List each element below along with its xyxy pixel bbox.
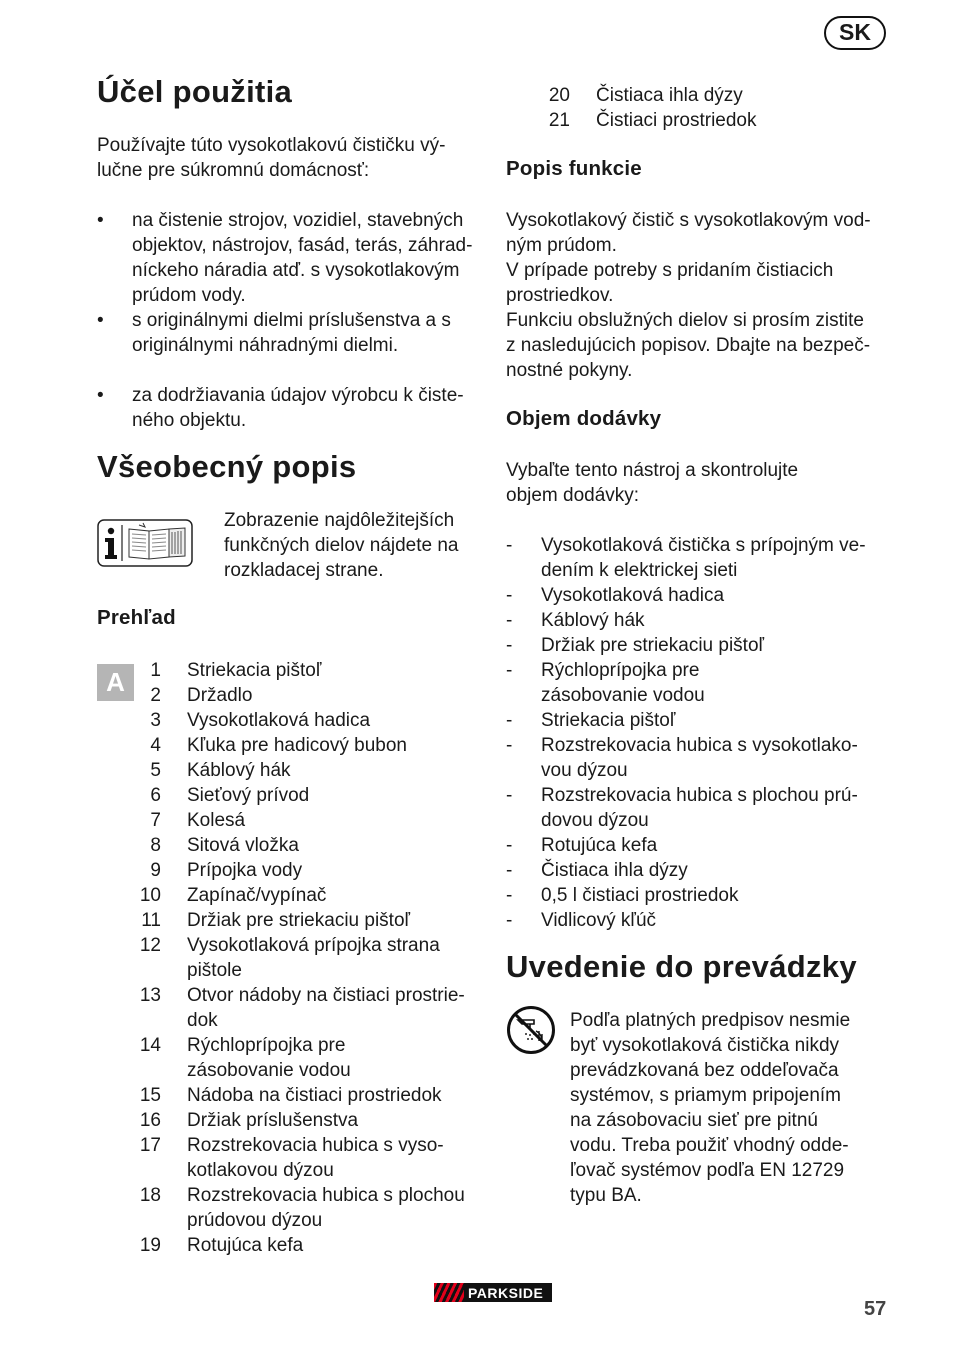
dash-marker: - xyxy=(506,660,513,681)
item-label: Nádoba na čistiaci prostriedok xyxy=(187,1085,442,1106)
function-text xyxy=(506,208,871,383)
item-label: Otvor nádoby na čistiaci prostrie- xyxy=(187,985,465,1006)
no-drinking-water-connection-icon xyxy=(506,1005,556,1055)
item-number: 17 xyxy=(139,1135,161,1156)
bullet-marker: • xyxy=(97,310,104,331)
list-item xyxy=(506,658,866,708)
text-line: systémov, s priamym pripojením xyxy=(570,1085,841,1106)
item-label: Káblový hák xyxy=(187,760,291,781)
item-label: Sieťový prívod xyxy=(187,785,310,806)
item-label: Rozstrekovacia hubica s plochou xyxy=(187,1185,465,1206)
list-item xyxy=(506,708,866,733)
item-label: zásobovanie vodou xyxy=(541,685,705,706)
list-item xyxy=(137,858,465,883)
item-label: Rozstrekovacia hubica s plochou prú- xyxy=(541,785,858,806)
item-label: Čistiaca ihla dýzy xyxy=(596,85,743,106)
item-number: 13 xyxy=(139,985,161,1006)
startup-warning-text xyxy=(570,1008,850,1208)
language-badge: SK xyxy=(824,16,886,50)
text-line: objem dodávky: xyxy=(506,485,640,506)
item-label: Kľuka pre hadicový bubon xyxy=(187,735,407,756)
dash-marker: - xyxy=(506,910,513,931)
item-label: Čistiaca ihla dýzy xyxy=(541,860,688,881)
text-line: prúdom vody. xyxy=(132,285,246,306)
bullet-marker: • xyxy=(97,210,104,231)
item-label: zásobovanie vodou xyxy=(187,1060,351,1081)
text-line: ľovač systémov podľa EN 12729 xyxy=(570,1160,845,1181)
item-number: 20 xyxy=(548,85,570,106)
text-line: lučne pre súkromnú domácnosť: xyxy=(97,160,370,181)
text-line: byť vysokotlaková čistička nikdy xyxy=(570,1035,840,1056)
item-number: 21 xyxy=(548,110,570,131)
parts-list-continued xyxy=(546,83,757,133)
item-label: Vysokotlaková hadica xyxy=(541,585,725,606)
item-number: 7 xyxy=(150,810,161,831)
item-number: 2 xyxy=(150,685,161,706)
dash-marker: - xyxy=(506,835,513,856)
item-label: Striekacia pištoľ xyxy=(187,660,322,681)
item-number: 3 xyxy=(150,710,161,731)
item-label: dovou dýzou xyxy=(541,810,649,831)
item-number: 12 xyxy=(139,935,161,956)
item-label: Rozstrekovacia hubica s vysokotlako- xyxy=(541,735,858,756)
text-line: funkčných dielov nájdete na xyxy=(224,535,459,556)
item-number: 18 xyxy=(139,1185,161,1206)
list-item xyxy=(137,883,465,908)
list-item xyxy=(137,783,465,808)
dash-marker: - xyxy=(506,785,513,806)
list-item xyxy=(506,883,866,908)
item-label: kotlakovou dýzou xyxy=(187,1160,334,1181)
item-label: Káblový hák xyxy=(541,610,645,631)
list-item xyxy=(137,1083,465,1108)
text-line: na čistenie strojov, vozidiel, stavebných xyxy=(132,210,464,231)
purpose-intro xyxy=(97,133,445,183)
list-item xyxy=(137,1183,465,1233)
text-line: ným prúdom. xyxy=(506,235,617,256)
text-line: za dodržiavania údajov výrobcu k čiste- xyxy=(132,385,464,406)
bullet-marker: • xyxy=(97,385,104,406)
item-label: dok xyxy=(187,1010,218,1031)
item-label: pištole xyxy=(187,960,242,981)
item-number: 6 xyxy=(150,785,161,806)
list-item xyxy=(97,208,472,308)
text-line: Vybaľte tento nástroj a skontrolujte xyxy=(506,460,799,481)
section-label-a: A xyxy=(97,664,134,701)
purpose-title: Účel použitia xyxy=(97,74,293,109)
item-label: Rýchloprípojka pre xyxy=(541,660,700,681)
list-item xyxy=(137,708,465,733)
dash-marker: - xyxy=(506,535,513,556)
item-label: Čistiaci prostriedok xyxy=(596,110,757,131)
item-label: Rotujúca kefa xyxy=(541,835,658,856)
item-label: Striekacia pištoľ xyxy=(541,710,676,731)
text-line: prevádzkovaná bez oddeľovača xyxy=(570,1060,839,1081)
item-label: Vidlicový kľúč xyxy=(541,910,657,931)
item-number: 9 xyxy=(150,860,161,881)
text-line: na zásobovaciu sieť pre pitnú xyxy=(570,1110,818,1131)
text-line: typu BA. xyxy=(570,1185,642,1206)
list-item xyxy=(97,308,472,358)
list-item xyxy=(137,733,465,758)
item-label: Držadlo xyxy=(187,685,253,706)
text-line: Podľa platných predpisov nesmie xyxy=(570,1010,851,1031)
item-label: vou dýzou xyxy=(541,760,628,781)
item-number: 8 xyxy=(150,835,161,856)
list-item xyxy=(137,908,465,933)
list-item xyxy=(137,1033,465,1083)
function-heading: Popis funkcie xyxy=(506,157,642,180)
parkside-logo xyxy=(434,1283,552,1302)
list-item xyxy=(137,1108,465,1133)
list-item xyxy=(137,1233,465,1258)
item-label: dením k elektrickej sieti xyxy=(541,560,738,581)
purpose-bullets xyxy=(97,208,472,433)
text-line: Používajte túto vysokotlakovú čističku vý- xyxy=(97,135,446,156)
item-number: 4 xyxy=(150,735,161,756)
item-label: Prípojka vody xyxy=(187,860,303,881)
item-label: Sitová vložka xyxy=(187,835,299,856)
item-label: Držiak príslušenstva xyxy=(187,1110,359,1131)
text-line: Funkciu obslužných dielov si prosím zistite xyxy=(506,310,864,331)
dash-marker: - xyxy=(506,610,513,631)
list-item xyxy=(137,933,465,983)
startup-title: Uvedenie do prevádzky xyxy=(506,949,857,984)
info-text xyxy=(224,508,459,583)
dash-marker: - xyxy=(506,860,513,881)
text-line: z nasledujúcich popisov. Dbajte na bezpeč- xyxy=(506,335,871,356)
item-label: Držiak pre striekaciu pištoľ xyxy=(541,635,765,656)
item-number: 15 xyxy=(139,1085,161,1106)
info-manual-icon xyxy=(97,519,193,567)
list-item xyxy=(137,658,465,683)
item-label: Vysokotlaková hadica xyxy=(187,710,371,731)
list-item xyxy=(506,858,866,883)
list-item xyxy=(137,683,465,708)
text-line: vodu. Treba použiť vhodný odde- xyxy=(570,1135,849,1156)
list-item xyxy=(506,908,866,933)
list-item xyxy=(506,733,866,783)
item-number: 5 xyxy=(150,760,161,781)
text-line: objektov, nástrojov, fasád, terás, záhrad- xyxy=(132,235,473,256)
item-number: 11 xyxy=(141,910,161,931)
list-item xyxy=(137,833,465,858)
list-item xyxy=(137,808,465,833)
item-label: Rozstrekovacia hubica s vyso- xyxy=(187,1135,444,1156)
item-label: Kolesá xyxy=(187,810,246,831)
item-number: 19 xyxy=(139,1235,161,1256)
list-item xyxy=(137,758,465,783)
delivery-list xyxy=(506,533,866,933)
general-title: Všeobecný popis xyxy=(97,449,357,484)
item-label: Zapínač/vypínač xyxy=(187,885,327,906)
item-label: Vysokotlaková čistička s prípojným ve- xyxy=(541,535,866,556)
dash-marker: - xyxy=(506,635,513,656)
text-line: prostriedkov. xyxy=(506,285,614,306)
list-item xyxy=(546,83,757,108)
item-number: 10 xyxy=(139,885,161,906)
item-number: 1 xyxy=(150,660,161,681)
list-item xyxy=(506,783,866,833)
item-label: prúdovou dýzou xyxy=(187,1210,323,1231)
item-number: 14 xyxy=(139,1035,161,1056)
dash-marker: - xyxy=(506,710,513,731)
list-item xyxy=(137,1133,465,1183)
item-label: 0,5 l čistiaci prostriedok xyxy=(541,885,739,906)
text-line: s originálnymi dielmi príslušenstva a s xyxy=(132,310,451,331)
list-item xyxy=(506,833,866,858)
list-item xyxy=(546,108,757,133)
text-line: Zobrazenie najdôležitejších xyxy=(224,510,455,531)
item-label: Rýchloprípojka pre xyxy=(187,1035,346,1056)
list-item xyxy=(506,608,866,633)
page-number: 57 xyxy=(864,1298,887,1320)
dash-marker: - xyxy=(506,885,513,906)
text-line: nostné pokyny. xyxy=(506,360,633,381)
list-item xyxy=(506,533,866,583)
text-line: originálnymi náhradnými dielmi. xyxy=(132,335,399,356)
list-item xyxy=(137,983,465,1033)
text-line: V prípade potreby s pridaním čistiacich xyxy=(506,260,834,281)
list-item xyxy=(97,383,472,433)
list-item xyxy=(506,583,866,608)
item-label: Rotujúca kefa xyxy=(187,1235,304,1256)
text-line: níckeho náradia atď. s vysokotlakovým xyxy=(132,260,460,281)
logo-wordmark: PARKSIDE xyxy=(468,1284,544,1301)
item-number: 16 xyxy=(139,1110,161,1131)
dash-marker: - xyxy=(506,735,513,756)
text-line: rozkladacej strane. xyxy=(224,560,384,581)
delivery-heading: Objem dodávky xyxy=(506,407,662,430)
item-label: Držiak pre striekaciu pištoľ xyxy=(187,910,411,931)
item-label: Vysokotlaková prípojka strana xyxy=(187,935,440,956)
parts-list xyxy=(137,658,465,1258)
logo-stripes xyxy=(434,1283,464,1302)
list-item xyxy=(506,633,866,658)
delivery-intro xyxy=(506,458,798,508)
text-line: Vysokotlakový čistič s vysokotlakovým vod- xyxy=(506,210,871,231)
dash-marker: - xyxy=(506,585,513,606)
overview-heading: Prehľad xyxy=(97,606,176,629)
text-line: ného objektu. xyxy=(132,410,247,431)
